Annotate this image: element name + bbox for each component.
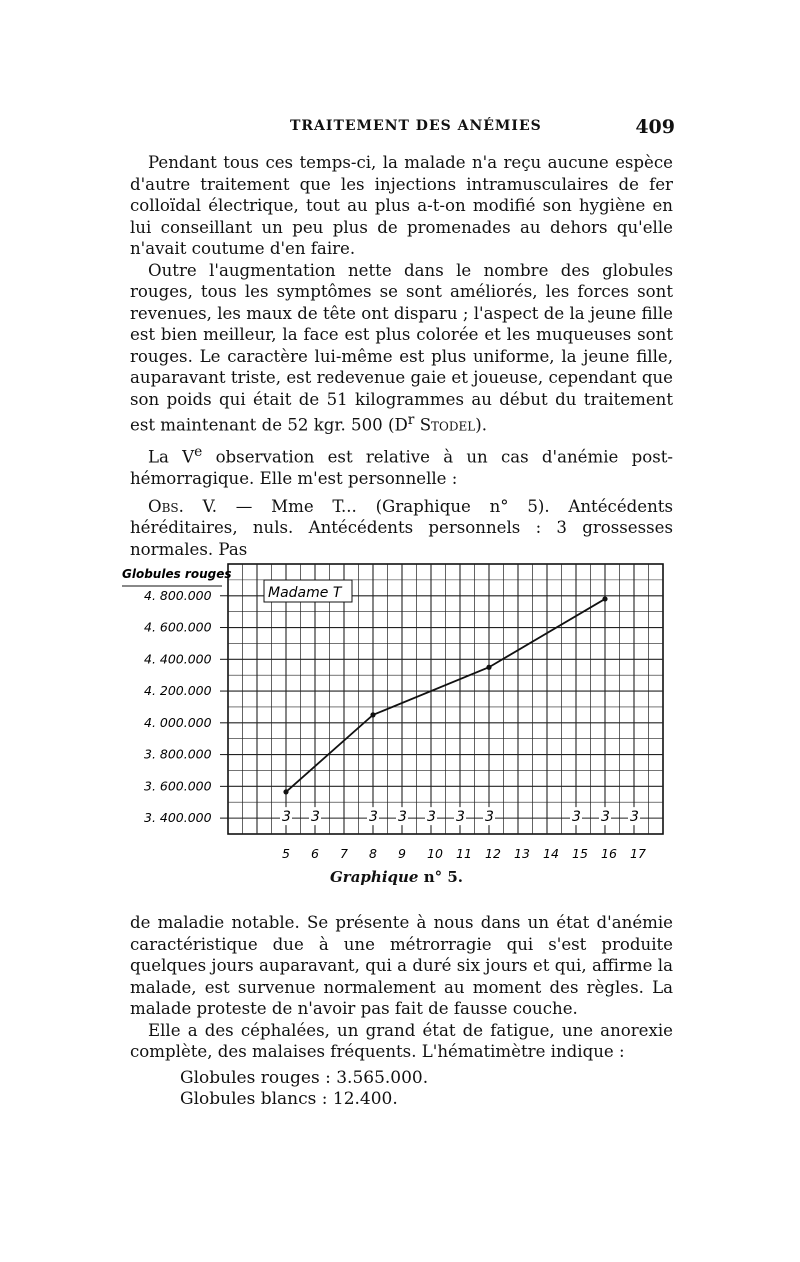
y-tick-label: 4. 200.000 (144, 683, 212, 699)
x-tick-label: 11 (456, 846, 472, 861)
data-point (283, 789, 288, 794)
paragraph-2-text: Outre l'augmentation nette dans le nombre des globules rouges, tous les symptômes se sont améliorés, les forces sont revenues, les maux de tête ont disparu ; l'aspect de la jeune fille est bien meilleur, la face est plus colorée et les muqueuses sont rouges. Le caractère lui-même est plus uniforme, la jeune fille, auparavant triste, est redevenue gaie et joueuse, cependant que son poids qui était de 51 kilogrammes au début du traitement est maintenant de 52 kgr. 500 (D (130, 260, 673, 435)
paragraph-4 (130, 496, 673, 561)
y-tick-label: 4. 800.000 (144, 587, 212, 603)
x-tick-label: 17 (630, 846, 646, 861)
count-line-white: Globules blancs : 12.400. (180, 1089, 398, 1109)
paragraph-4-rest: — Mme T... (Graphique n° 5). Antécédents héréditaires, nuls. Antécédents personnels : 3 grossesses normales. Pas (130, 496, 673, 559)
obs-label: Obs. V. (148, 496, 218, 516)
x-tick-label: 7 (340, 846, 348, 861)
y-axis-label: Globules rouges (122, 567, 232, 581)
paragraph-3-sup: e (194, 444, 203, 461)
text-top (130, 152, 673, 560)
paragraph-2-sup: r (407, 412, 415, 428)
x-tick-label: 6 (311, 846, 319, 861)
injection-marker: 3 (398, 809, 407, 826)
paragraph-5: de maladie notable. Se présente à nous dans un état d'anémie caractéristique due à une métrorragie qui s'est produite quelques jours auparavant, qui a duré six jours et qui, affirme la malade, est survenue normalement au moment des règles. La malade proteste de n'avoir pas fait de fausse couche. (130, 913, 673, 1018)
caption-number: n° 5. (423, 868, 463, 886)
y-tick-label: 4. 600.000 (144, 619, 212, 635)
x-tick-label: 13 (514, 846, 530, 861)
paragraph-6: Elle a des céphalées, un grand état de fatigue, une anorexie complète, des malaises fréquents. L'hématimètre indique : (130, 1020, 673, 1061)
running-head: TRAITEMENT DES ANÉMIES (290, 118, 542, 134)
paragraph-2 (130, 260, 673, 437)
paragraph-2-end: ). (475, 415, 487, 435)
injection-marker: 3 (601, 809, 610, 826)
injection-marker: 3 (572, 809, 581, 826)
red-cell-chart (118, 558, 678, 868)
author-name: Stodel (419, 415, 476, 435)
chart-title: Madame T (268, 585, 342, 601)
data-point (370, 712, 375, 717)
injection-marker: 3 (630, 809, 639, 826)
injection-marker: 3 (282, 809, 291, 826)
page-number: 409 (635, 116, 675, 138)
page-header (130, 116, 675, 140)
x-tick-label: 14 (543, 846, 559, 861)
data-point (602, 596, 607, 601)
text-bottom (130, 912, 673, 1063)
paragraph-1: Pendant tous ces temps-ci, la malade n'a reçu aucune espèce d'autre traitement que les injections intramusculaires de fer colloïdal électrique, tout au plus a-t-on modifié son hygiène en lui conseillant un peu plus de promenades au dehors qu'elle n'avait coutume d'en faire. (130, 153, 673, 258)
caption-label: Graphique (330, 868, 419, 886)
x-tick-label: 10 (427, 846, 443, 861)
x-tick-label: 16 (601, 846, 617, 861)
injection-marker: 3 (311, 809, 320, 826)
paragraph-3 (130, 442, 673, 490)
x-tick-label: 9 (398, 846, 406, 861)
count-line-red: Globules rouges : 3.565.000. (180, 1068, 429, 1088)
x-tick-label: 8 (369, 846, 377, 861)
injection-marker: 3 (427, 809, 436, 826)
y-tick-label: 3. 600.000 (144, 778, 212, 794)
y-tick-label: 3. 800.000 (144, 746, 212, 762)
paragraph-3-b: observation est relative à un cas d'anémie post-hémorragique. Elle m'est personnelle : (130, 447, 673, 489)
injection-marker: 3 (456, 809, 465, 826)
data-point (486, 665, 491, 670)
y-tick-label: 4. 000.000 (144, 714, 212, 730)
injection-marker: 3 (369, 809, 378, 826)
paragraph-3-a: La V (148, 447, 195, 467)
x-tick-label: 12 (485, 846, 501, 861)
x-tick-label: 5 (282, 846, 290, 861)
y-tick-label: 3. 400.000 (144, 810, 212, 826)
injection-marker: 3 (485, 809, 494, 826)
x-tick-label: 15 (572, 846, 588, 861)
y-tick-label: 4. 400.000 (144, 651, 212, 667)
figure-caption (330, 868, 463, 886)
